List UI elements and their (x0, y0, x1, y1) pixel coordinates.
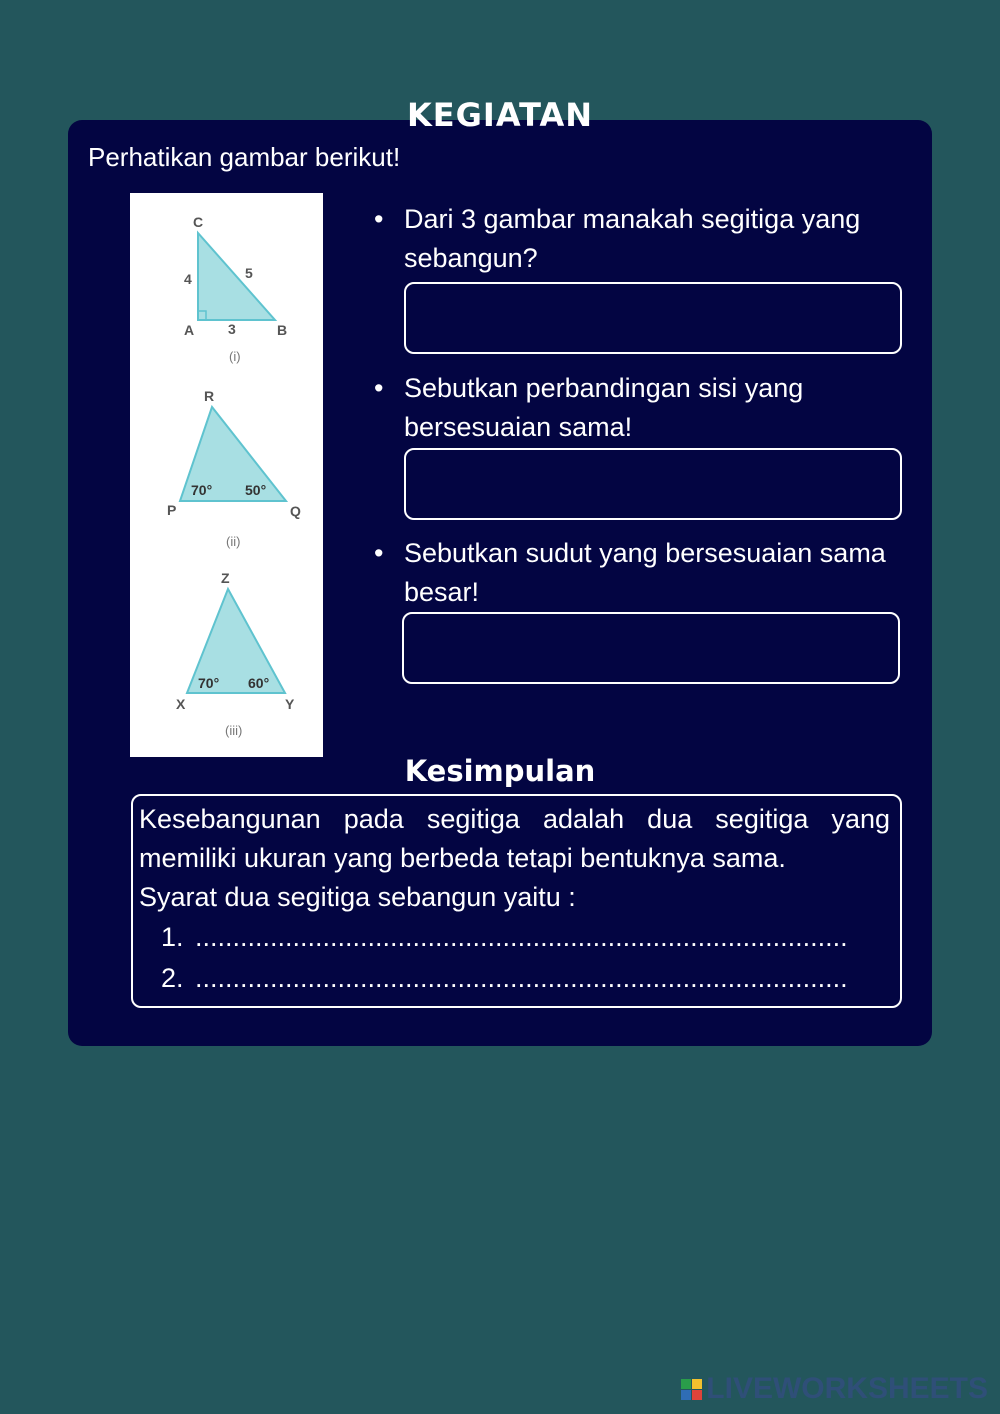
vertex-label-c: C (193, 214, 204, 230)
vertex-label-y: Y (285, 696, 295, 712)
caption-ii: (ii) (226, 534, 241, 549)
page-title: KEGIATAN (407, 96, 593, 134)
vertex-label-a: A (184, 322, 195, 338)
angle-label-70: 70° (191, 482, 213, 498)
vertex-label-x: X (176, 696, 186, 712)
vertex-label-z: Z (221, 570, 230, 586)
question-1 (368, 200, 888, 278)
instruction-text: Perhatikan gambar berikut! (88, 142, 401, 172)
requirement-number: 1. (161, 922, 184, 952)
answer-box-3[interactable] (402, 612, 900, 684)
caption-iii: (iii) (225, 723, 243, 738)
bullet-icon: • (374, 538, 384, 568)
answer-box-2[interactable] (404, 448, 902, 520)
triangle-figure-panel (130, 193, 323, 757)
requirement-item-1 (139, 917, 890, 958)
question-2-text: Sebutkan perbandingan sisi yang bersesuaian sama! (404, 373, 804, 442)
caption-i: (i) (229, 349, 241, 364)
liveworksheets-watermark (681, 1372, 988, 1406)
angle-label-50: 50° (245, 482, 267, 498)
requirement-dots: ....................................................................................... (195, 922, 848, 952)
side-label-5: 5 (245, 265, 253, 281)
angle-label-60: 60° (248, 675, 270, 691)
triangle-i (198, 233, 275, 320)
conclusion-paragraph: Kesebangunan pada segitiga adalah dua segitiga yang memiliki ukuran yang berbeda tetapi bentuknya sama. (139, 804, 890, 873)
conclusion-title: Kesimpulan (404, 754, 596, 788)
angle-label-70-b: 70° (198, 675, 220, 691)
liveworksheets-logo-icon (681, 1379, 702, 1400)
side-label-4: 4 (184, 271, 192, 287)
bullet-icon: • (374, 373, 384, 403)
vertex-label-p: P (167, 502, 177, 518)
question-2 (368, 369, 888, 447)
requirement-item-2 (139, 958, 890, 999)
conclusion-box (131, 794, 902, 1008)
triangles-illustration (130, 193, 323, 757)
requirement-dots: ....................................................................................... (195, 963, 848, 993)
answer-box-1[interactable] (404, 282, 902, 354)
vertex-label-q: Q (290, 503, 301, 519)
vertex-label-r: R (204, 388, 215, 404)
watermark-text: LIVEWORKSHEETS (706, 1372, 988, 1405)
requirement-number: 2. (161, 963, 184, 993)
vertex-label-b: B (277, 322, 288, 338)
question-1-text: Dari 3 gambar manakah segitiga yang sebangun? (404, 204, 861, 273)
side-label-3: 3 (228, 321, 236, 337)
requirement-intro: Syarat dua segitiga sebangun yaitu : (139, 882, 576, 912)
bullet-icon: • (374, 204, 384, 234)
question-3-text: Sebutkan sudut yang bersesuaian sama besar! (404, 538, 886, 607)
question-3 (368, 534, 888, 612)
